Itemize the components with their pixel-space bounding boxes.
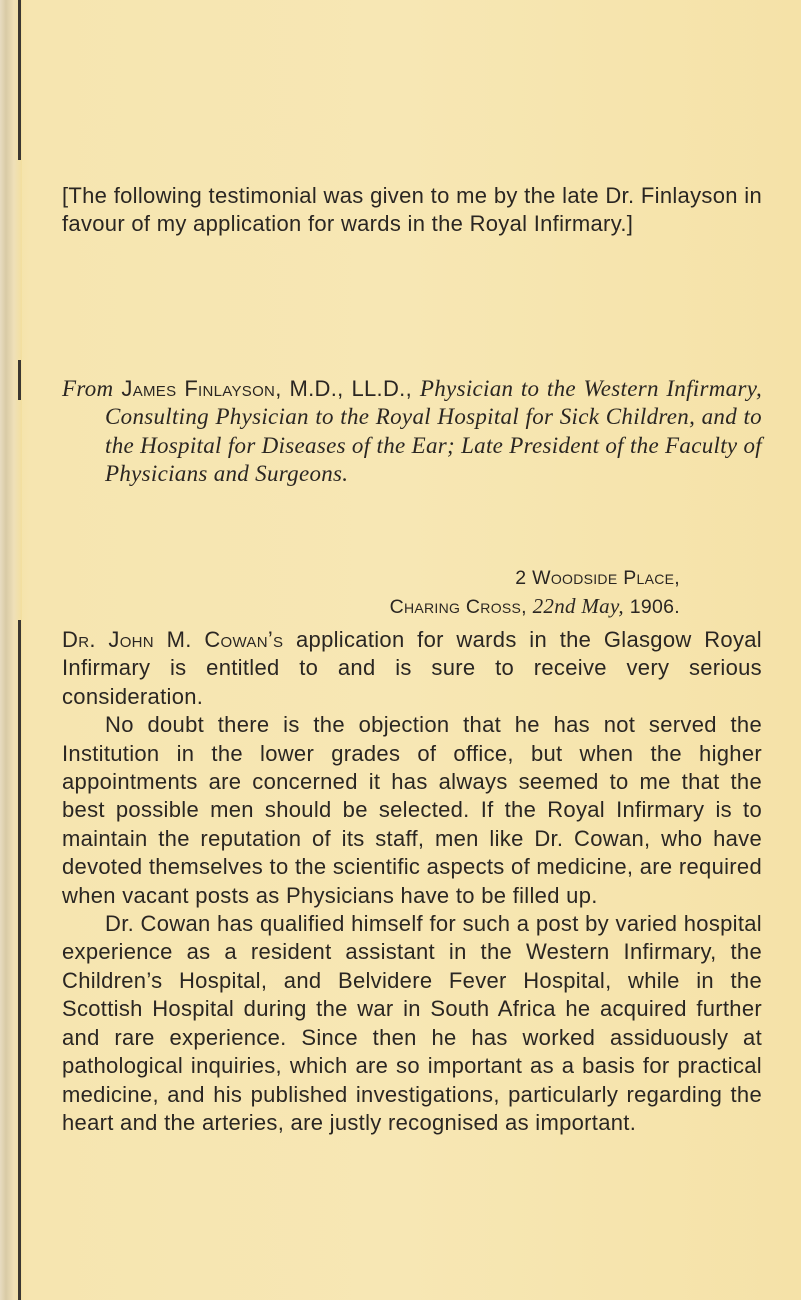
subject-name: Dr. John M. Cowan’s	[62, 627, 284, 652]
address-place: Charing Cross,	[389, 596, 527, 618]
letter-body	[62, 626, 762, 1137]
letter-year: 1906.	[629, 596, 680, 618]
author-name: James Finlayson, M.D., LL.D.,	[121, 376, 412, 401]
author-credentials	[62, 375, 762, 489]
binding-line	[18, 0, 21, 160]
address-line-2	[0, 592, 680, 621]
intro-text: [The following testimonial was given to me by the late Dr. Finlayson in favour of my application for wards in the Royal Infirmary.]	[62, 183, 762, 237]
binding-line	[18, 360, 21, 400]
from-label: From	[62, 376, 114, 401]
paragraph-3: Dr. Cowan has qualified himself for such a post by varied hospital experience as a resident assistant in the Western Infirmary, the Children’s Hospital, and Belvidere Fever Hospital, while in the Scottish Hospital during the war in South Africa he acquired further and rare experience. Since then he has worked assiduously at pathological inquiries, which are so important as a basis for practical medicine, and his published investigations, particularly regarding the heart and the arteries, are justly recognised as important.	[62, 911, 762, 1135]
intro-note	[62, 182, 762, 239]
letter-date: 22nd May,	[532, 594, 624, 618]
paragraph-2: No doubt there is the objection that he has not served the Institution in the lower grades of office, but when the higher appointments are concerned it has always seemed to me that the best possible men should be selected. If the Royal Infirmary is to maintain the reputation of its staff, men like Dr. Cowan, who have devoted themselves to the scientific aspects of medicine, are required when vacant posts as Physicians have to be filled up.	[62, 712, 762, 908]
address-line-1: 2 Woodside Place,	[515, 567, 680, 589]
page-binding-edge	[0, 0, 22, 1300]
author-titles: Physician to the Western Infirmary, Consulting Physician to the Royal Hospital for Sick Children, and to the Hospital for Diseases of the Ear; Late President of the Faculty of Physicians and Surgeons.	[105, 376, 762, 487]
paragraph-1-text: application for wards in the Glasgow Royal Infirmary is entitled to and is sure to receive very serious consideration.	[62, 627, 762, 709]
paragraph-1	[62, 626, 762, 711]
binding-line	[18, 620, 21, 1300]
letter-address	[0, 564, 680, 621]
